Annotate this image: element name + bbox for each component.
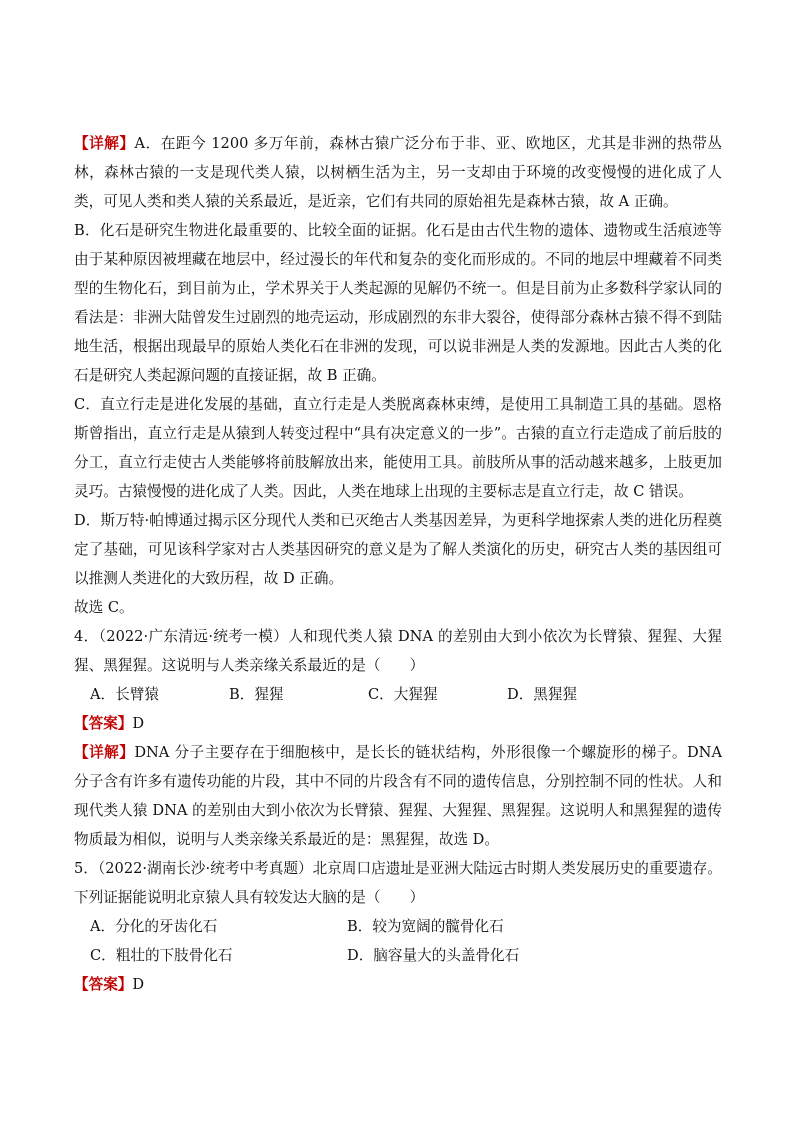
- question-4-detail: [74, 738, 722, 854]
- answer-value: D: [132, 715, 145, 732]
- question-5-options-row-1: [74, 912, 722, 941]
- question-5-options-row-2: [74, 941, 722, 970]
- option-a: A．分化的牙齿化石: [90, 918, 218, 935]
- answer-value: D: [132, 976, 145, 993]
- option-b: B．猩猩: [229, 686, 284, 703]
- detail-conclusion: 故选 C。: [74, 599, 134, 616]
- option-c: C．大猩猩: [368, 686, 438, 703]
- question-4-answer: [74, 709, 722, 738]
- question-text: 北京周口店遗址是亚洲大陆远古时期人类发展历史的重要遗存。下列证据能说明北京猿人具有较发达大脑的是（ ）: [74, 860, 722, 906]
- option-d: D．脑容量大的头盖骨化石: [347, 947, 520, 964]
- option-d: D．黑猩猩: [507, 686, 578, 703]
- question-4-options: [74, 680, 722, 709]
- detail-option-a: [74, 129, 722, 216]
- option-c: C．粗壮的下肢骨化石: [90, 947, 233, 964]
- option-a: A．长臂猿: [90, 686, 159, 703]
- detail-option-d: D．斯万特·帕博通过揭示区分现代人类和已灭绝古人类基因差异，为更科学地探索人类的进化历程奠定了基础，可见该科学家对古人类基因研究的意义是为了解人类演化的历史，研究古人类的基因组可以推测人类进化的大致历程，故 D 正确。: [74, 512, 722, 587]
- option-b: B．较为宽阔的髋骨化石: [347, 918, 504, 935]
- question-5-answer: [74, 970, 722, 999]
- answer-tag: 【答案】: [74, 976, 133, 993]
- question-4-stem: [74, 622, 722, 680]
- detail-a-text: A．在距今 1200 多万年前，森林古猿广泛分布于非、亚、欧地区，尤其是非洲的热带丛林，森林古猿的一支是现代类人猿，以树栖生活为主，另一支却由于环境的改变慢慢的进化成了人类，可见人类和类人猿的关系最近，是近亲，它们有共同的原始祖先是森林古猿，故 A 正确。: [74, 135, 722, 210]
- detail-option-b: B．化石是研究生物进化最重要的、比较全面的证据。化石是由古代生物的遗体、遗物或生活痕迹等由于某种原因被埋藏在地层中，经过漫长的年代和复杂的变化而形成的。不同的地层中埋藏着不同类型的生物化石，到目前为止，学术界关于人类起源的见解仍不统一。但是目前为止多数科学家认同的看法是：非洲大陆曾发生过剧烈的地壳运动，形成剧烈的东非大裂谷，使得部分森林古猿不得不到陆地生活，根据出现最早的原始人类化石在非洲的发现，可以说非洲是人类的发源地。因此古人类的化石是研究人类起源问题的直接证据，故 B 正确。: [74, 222, 722, 384]
- question-source: （2022·湖南长沙·统考中考真题）: [97, 860, 313, 877]
- question-text: 人和现代类人猿 DNA 的差别由大到小依次为长臂猿、猩猩、大猩猩、黑猩猩。这说明与人类亲缘关系最近的是（ ）: [74, 628, 722, 674]
- page-content: [74, 129, 722, 999]
- detail-tag: 【详解】: [74, 135, 135, 152]
- question-number: 5．: [74, 860, 98, 877]
- answer-tag: 【答案】: [74, 715, 133, 732]
- question-source: （2022·广东清远·统考一模）: [98, 628, 289, 645]
- detail-text: DNA 分子主要存在于细胞核中，是长长的链状结构，外形很像一个螺旋形的梯子。DNA 分子含有许多有遗传功能的片段，其中不同的片段含有不同的遗传信息，分别控制不同的性状。人和现代类人猿 DNA 的差别由大到小依次为长臂猿、猩猩、大猩猩、黑猩猩。这说明人和黑猩猩的遗传物质最为相似，说明与人类亲缘关系最近的是：黑猩猩，故选 D。: [74, 744, 722, 848]
- detail-option-c: C．直立行走是进化发展的基础，直立行走是人类脱离森林束缚，是使用工具制造工具的基础。恩格斯曾指出，直立行走是从猿到人转变过程中“具有决定意义的一步”。古猿的直立行走造成了前后肢的分工，直立行走使古人类能够将前肢解放出来，能使用工具。前肢所从事的活动越来越多，上肢更加灵巧。古猿慢慢的进化成了人类。因此，人类在地球上出现的主要标志是直立行走，故 C 错误。: [74, 396, 722, 500]
- question-number: 4．: [74, 628, 99, 645]
- detail-tag: 【详解】: [74, 744, 135, 761]
- question-5-stem: [74, 854, 722, 912]
